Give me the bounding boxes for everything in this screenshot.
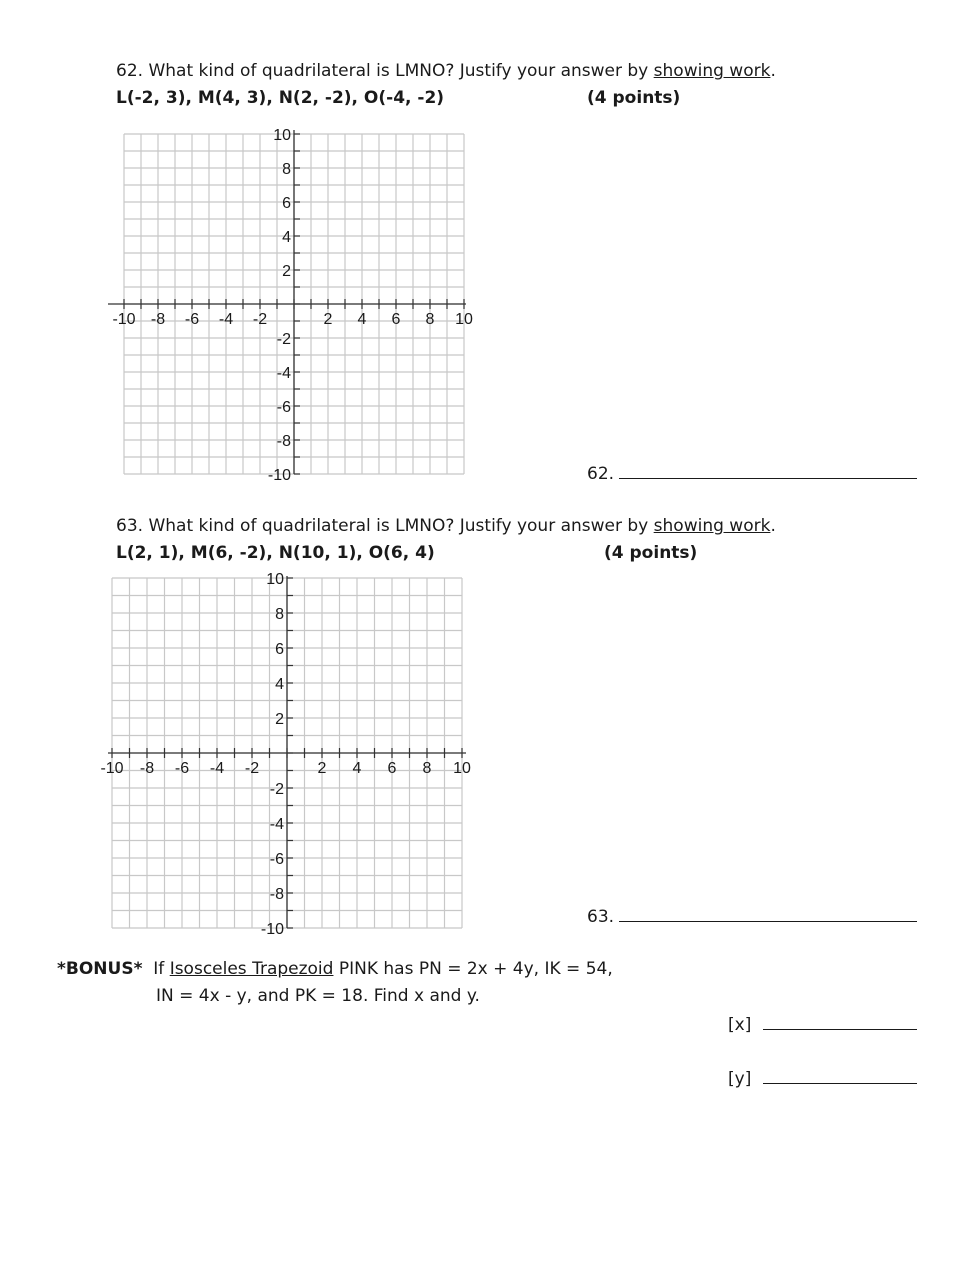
answer-x bbox=[728, 1013, 917, 1035]
question-62-prompt bbox=[116, 61, 776, 81]
x-tick-label: -10 bbox=[100, 760, 124, 777]
y-tick-label: -2 bbox=[269, 781, 284, 798]
answer-x-line[interactable] bbox=[763, 1013, 917, 1030]
x-tick-label: 6 bbox=[391, 311, 401, 328]
question-63-underlined: showing work bbox=[653, 516, 771, 536]
x-tick-label: 2 bbox=[317, 760, 327, 777]
question-62-coordinates: L(-2, 3), M(4, 3), N(2, -2), O(-4, -2) bbox=[116, 88, 445, 108]
x-tick-label: 10 bbox=[453, 760, 471, 777]
x-tick-label: 8 bbox=[425, 311, 435, 328]
coordinate-grid-62[interactable] bbox=[108, 124, 478, 484]
answer-62-label: 62. bbox=[587, 464, 615, 484]
question-62-points: (4 points) bbox=[587, 88, 681, 108]
question-63-prompt bbox=[116, 516, 776, 536]
y-tick-label: 4 bbox=[275, 676, 284, 693]
x-tick-label: -8 bbox=[139, 760, 155, 777]
y-tick-label: -8 bbox=[269, 886, 284, 903]
bonus-label: *BONUS* bbox=[57, 959, 143, 979]
y-tick-label: 2 bbox=[282, 263, 291, 280]
x-tick-label: 8 bbox=[422, 760, 432, 777]
answer-x-label: [x] bbox=[728, 1015, 752, 1035]
x-tick-label: -2 bbox=[252, 311, 268, 328]
x-tick-label: -6 bbox=[184, 311, 200, 328]
answer-63-label: 63. bbox=[587, 907, 615, 927]
answer-y-line[interactable] bbox=[763, 1067, 917, 1084]
x-tick-label: 10 bbox=[455, 311, 473, 328]
x-tick-label: 6 bbox=[387, 760, 397, 777]
y-tick-label: -4 bbox=[276, 365, 291, 382]
y-tick-label: 6 bbox=[275, 641, 284, 658]
answer-y-label: [y] bbox=[728, 1069, 752, 1089]
answer-63-line[interactable] bbox=[619, 905, 917, 922]
x-tick-label: 4 bbox=[357, 311, 367, 328]
y-tick-label: -8 bbox=[276, 433, 291, 450]
question-63-period: . bbox=[770, 516, 776, 536]
answer-y bbox=[728, 1067, 917, 1089]
x-tick-label: -4 bbox=[218, 311, 234, 328]
x-tick-label: -6 bbox=[174, 760, 190, 777]
y-tick-label: -6 bbox=[269, 851, 284, 868]
question-63-points: (4 points) bbox=[604, 543, 698, 563]
y-tick-label: 10 bbox=[266, 571, 284, 588]
y-tick-label: -4 bbox=[269, 816, 284, 833]
y-tick-label: 8 bbox=[275, 606, 284, 623]
y-tick-label: 2 bbox=[275, 711, 284, 728]
y-tick-label: -2 bbox=[276, 331, 291, 348]
y-tick-label: 4 bbox=[282, 229, 291, 246]
x-tick-label: -10 bbox=[112, 311, 136, 328]
y-tick-label: 6 bbox=[282, 195, 291, 212]
y-tick-label: -10 bbox=[267, 467, 291, 484]
x-tick-label: -8 bbox=[150, 311, 166, 328]
answer-62-line[interactable] bbox=[619, 462, 917, 479]
question-63-coordinates: L(2, 1), M(6, -2), N(10, 1), O(6, 4) bbox=[116, 543, 435, 563]
y-tick-label: -6 bbox=[276, 399, 291, 416]
bonus-text-pre: If bbox=[142, 959, 170, 979]
question-63-text: 63. What kind of quadrilateral is LMNO? Justify your answer by bbox=[116, 516, 654, 536]
answer-62 bbox=[587, 462, 917, 484]
x-tick-label: -2 bbox=[244, 760, 260, 777]
bonus-text-post: PINK has PN = 2x + 4y, IK = 54, bbox=[333, 959, 613, 979]
x-tick-label: 4 bbox=[352, 760, 362, 777]
coordinate-grid-63[interactable] bbox=[96, 568, 478, 938]
y-tick-label: 8 bbox=[282, 161, 291, 178]
question-62-underlined: showing work bbox=[653, 61, 771, 81]
question-62-text: 62. What kind of quadrilateral is LMNO? Justify your answer by bbox=[116, 61, 654, 81]
answer-63 bbox=[587, 905, 917, 927]
y-tick-label: 10 bbox=[273, 127, 291, 144]
question-62-period: . bbox=[770, 61, 776, 81]
x-tick-label: -4 bbox=[209, 760, 225, 777]
x-tick-label: 2 bbox=[323, 311, 333, 328]
bonus-underlined: Isosceles Trapezoid bbox=[169, 959, 334, 979]
bonus-line-1 bbox=[57, 959, 613, 979]
y-tick-label: -10 bbox=[260, 921, 284, 938]
bonus-line-2: IN = 4x - y, and PK = 18. Find x and y. bbox=[156, 986, 480, 1006]
